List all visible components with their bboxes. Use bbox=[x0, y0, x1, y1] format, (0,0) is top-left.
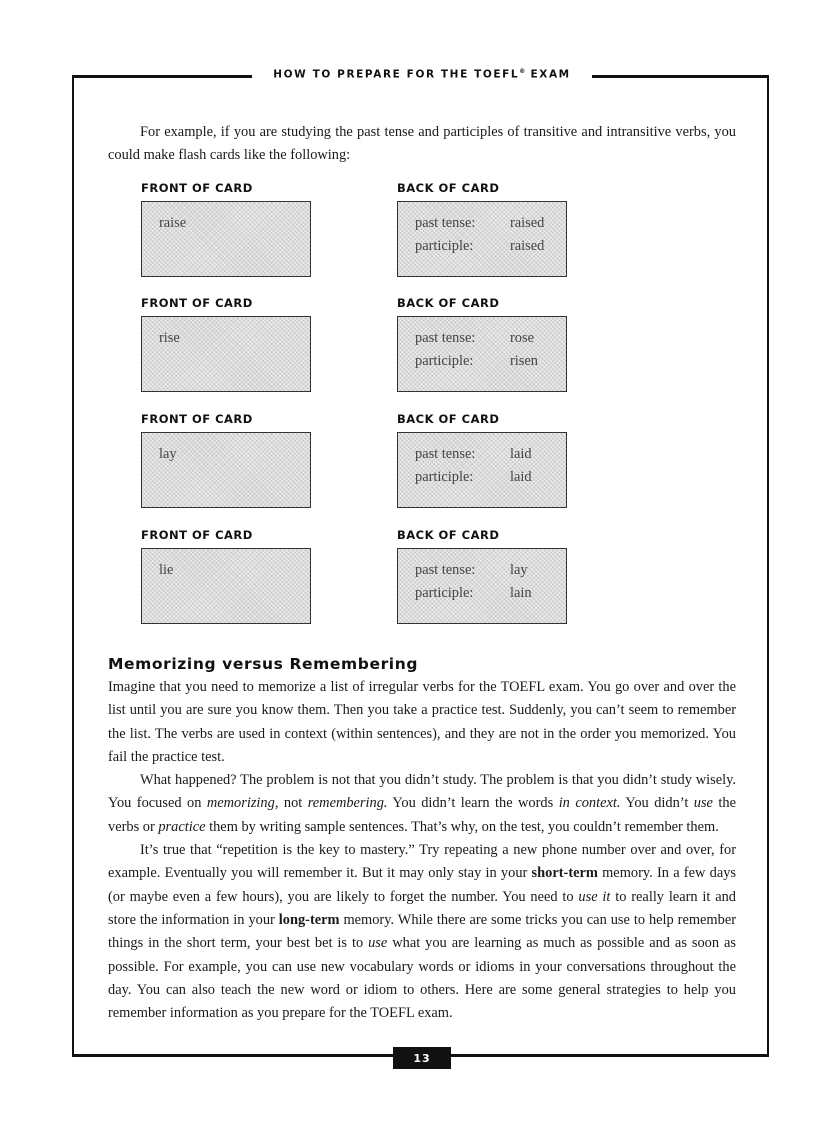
p2-text: the verbs or bbox=[108, 795, 736, 835]
p2-emphasis: remembering. bbox=[307, 795, 388, 812]
past-tense-label: past tense: bbox=[415, 215, 476, 231]
participle-value: lain bbox=[510, 585, 532, 601]
card-word: lay bbox=[159, 446, 177, 462]
past-tense-label: past tense: bbox=[415, 330, 476, 346]
p2-text: them by writing sample sentences. That’s why, on the test, you couldn’t remember them. bbox=[205, 818, 719, 835]
back-of-card-label: BACK OF CARD bbox=[397, 412, 500, 426]
p3-emphasis: use bbox=[368, 935, 388, 952]
participle-label: participle: bbox=[415, 469, 474, 485]
frame-right-rule bbox=[767, 75, 769, 1055]
page-number: 13 bbox=[393, 1047, 451, 1069]
p2-emphasis: in context. bbox=[558, 795, 621, 812]
past-tense-value: rose bbox=[510, 330, 534, 346]
flash-card-back bbox=[397, 316, 567, 392]
paragraph-2 bbox=[108, 769, 736, 839]
p3-emphasis: use it bbox=[578, 888, 611, 905]
running-head-exam: EXAM bbox=[525, 68, 571, 81]
card-word: raise bbox=[159, 215, 187, 231]
frame-top-right-rule bbox=[592, 75, 769, 78]
p3-text: to really learn it and store the information in your bbox=[108, 888, 736, 928]
flash-card-back bbox=[397, 548, 567, 624]
frame-bottom-right-rule bbox=[451, 1054, 769, 1057]
participle-value: laid bbox=[510, 469, 532, 485]
running-head bbox=[252, 68, 592, 81]
card-word: rise bbox=[159, 330, 180, 346]
card-word: lie bbox=[159, 562, 174, 578]
p2-emphasis: use bbox=[693, 795, 713, 812]
p3-text: memory. In a few days (or maybe even a few hours), you are likely to forget the number. You need to bbox=[108, 865, 736, 905]
back-of-card-label: BACK OF CARD bbox=[397, 528, 500, 542]
past-tense-label: past tense: bbox=[415, 562, 476, 578]
front-of-card-label: FRONT OF CARD bbox=[141, 412, 253, 426]
back-of-card-label: BACK OF CARD bbox=[397, 181, 500, 195]
p2-text: What happened? The problem is not that you didn’t study. The problem is that you didn’t study wisely. You focused on bbox=[108, 772, 736, 812]
participle-value: risen bbox=[510, 353, 538, 369]
flash-card-back bbox=[397, 432, 567, 508]
p3-text: It’s true that “repetition is the key to mastery.” Try repeating a new phone number over and over, for example. Eventually you will remember it. But it may only stay in your bbox=[108, 842, 736, 882]
frame-top-left-rule bbox=[72, 75, 252, 78]
paragraph-3 bbox=[108, 839, 736, 1025]
p3-bold: long-term bbox=[278, 911, 340, 928]
flash-card-front bbox=[141, 548, 311, 624]
frame-left-rule bbox=[72, 75, 74, 1055]
p2-emphasis: practice bbox=[158, 818, 206, 835]
front-of-card-label: FRONT OF CARD bbox=[141, 181, 253, 195]
past-tense-value: laid bbox=[510, 446, 532, 462]
flash-card-front bbox=[141, 201, 311, 277]
section-body bbox=[108, 676, 736, 1025]
participle-label: participle: bbox=[415, 585, 474, 601]
p3-bold: short-term bbox=[531, 865, 598, 882]
p3-text: memory. While there are some tricks you can use to help remember things in the short term, your best bet is to bbox=[108, 911, 737, 952]
section-heading: Memorizing versus Remembering bbox=[108, 655, 419, 673]
participle-label: participle: bbox=[415, 238, 474, 254]
front-of-card-label: FRONT OF CARD bbox=[141, 296, 253, 310]
p2-text: You didn’t bbox=[620, 795, 694, 812]
intro-text: For example, if you are studying the past tense and participles of transitive and intransitive verbs, you could make flash cards like the following: bbox=[108, 124, 736, 164]
past-tense-label: past tense: bbox=[415, 446, 476, 462]
flash-card-back bbox=[397, 201, 567, 277]
front-of-card-label: FRONT OF CARD bbox=[141, 528, 253, 542]
past-tense-value: lay bbox=[510, 562, 528, 578]
participle-label: participle: bbox=[415, 353, 474, 369]
past-tense-value: raised bbox=[510, 215, 545, 231]
flash-card-front bbox=[141, 316, 311, 392]
p2-emphasis: memorizing, bbox=[206, 795, 279, 812]
flash-card-front bbox=[141, 432, 311, 508]
participle-value: raised bbox=[510, 238, 545, 254]
back-of-card-label: BACK OF CARD bbox=[397, 296, 500, 310]
paragraph-1: Imagine that you need to memorize a list of irregular verbs for the TOEFL exam. You go over and over the list until you are sure you know them. Then you take a practice test. Suddenly, you can’t seem to remember the list. The verbs are used in context (within sentences), and they are not in the order you memorized. You fail the practice test. bbox=[108, 679, 736, 765]
intro-paragraph bbox=[108, 121, 736, 168]
frame-bottom-left-rule bbox=[72, 1054, 393, 1057]
p2-text: not bbox=[278, 795, 308, 812]
p3-text: what you are learning as much as possible and as soon as possible. For example, you can use new vocabulary words or idioms in your conversations throughout the day. You can also teach the new word or idiom to others. Here are some general strategies to help you remember information as you prepare for the TOEFL exam. bbox=[108, 935, 736, 1022]
registered-mark: ® bbox=[519, 68, 526, 75]
p2-text: You didn’t learn the words bbox=[387, 795, 559, 812]
running-head-text: HOW TO PREPARE FOR THE TOEFL bbox=[273, 68, 520, 81]
